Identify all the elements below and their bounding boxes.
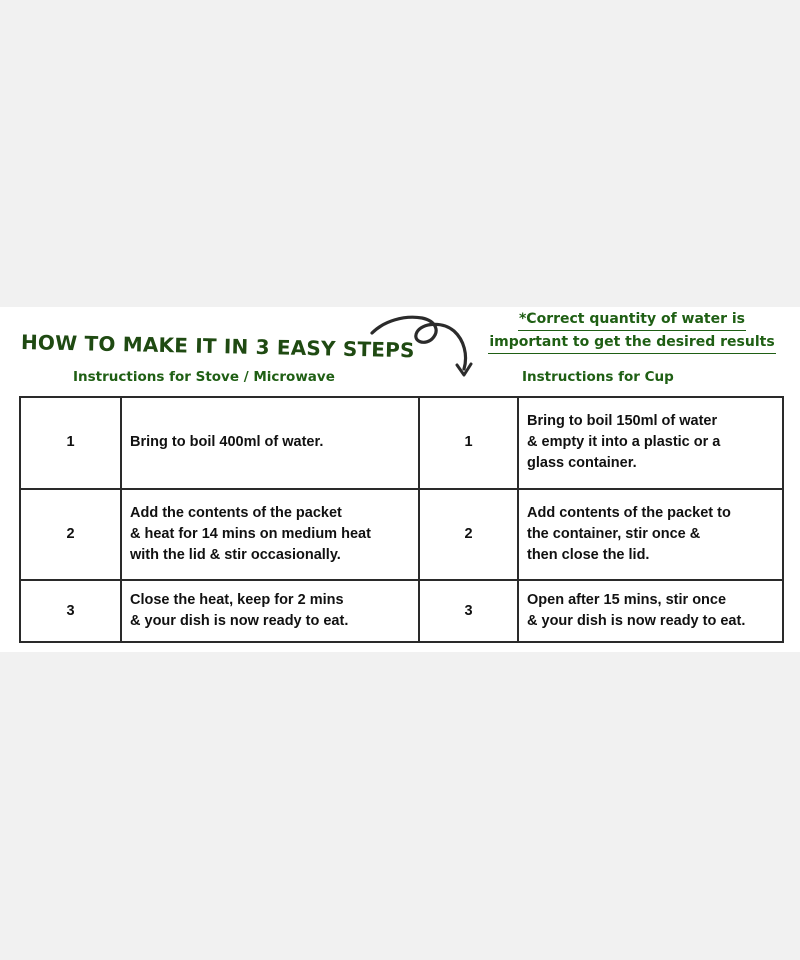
stove-step-number: 2	[20, 489, 121, 581]
table-row	[20, 397, 783, 489]
water-note-line-2: important to get the desired results	[488, 332, 775, 354]
cup-step-text	[518, 489, 783, 581]
step-text: Close the heat, keep for 2 mins & your dish is now ready to eat.	[130, 592, 349, 630]
water-note	[486, 309, 778, 355]
stove-instructions-heading: Instructions for Stove / Microwave	[73, 369, 335, 385]
water-note-line-1: *Correct quantity of water is	[518, 309, 746, 331]
stove-step-number: 1	[20, 397, 121, 489]
cup-step-text	[518, 580, 783, 642]
cup-step-text	[518, 397, 783, 489]
table-row	[20, 489, 783, 581]
stove-step-text	[121, 580, 419, 642]
page-title: HOW TO MAKE IT IN 3 EASY STEPS	[20, 330, 415, 363]
step-text: Bring to boil 150ml of water & empty it into a plastic or a glass container.	[527, 413, 721, 472]
step-text: Add the contents of the packet & heat for 14 mins on medium heat with the lid & stir occasionally.	[130, 504, 371, 563]
curved-arrow-icon	[362, 309, 482, 381]
cup-step-number: 3	[419, 580, 518, 642]
table-row	[20, 580, 783, 642]
cup-step-number: 2	[419, 489, 518, 581]
stove-step-number: 3	[20, 580, 121, 642]
stove-step-text	[121, 397, 419, 489]
stove-step-text	[121, 489, 419, 581]
cup-instructions-heading: Instructions for Cup	[522, 369, 674, 385]
cup-step-number: 1	[419, 397, 518, 489]
instructions-card	[0, 307, 800, 652]
step-text: Open after 15 mins, stir once & your dish is now ready to eat.	[527, 592, 746, 630]
step-text: Add contents of the packet to the container, stir once & then close the lid.	[527, 504, 731, 563]
step-text: Bring to boil 400ml of water.	[130, 434, 324, 451]
steps-table	[19, 396, 784, 643]
